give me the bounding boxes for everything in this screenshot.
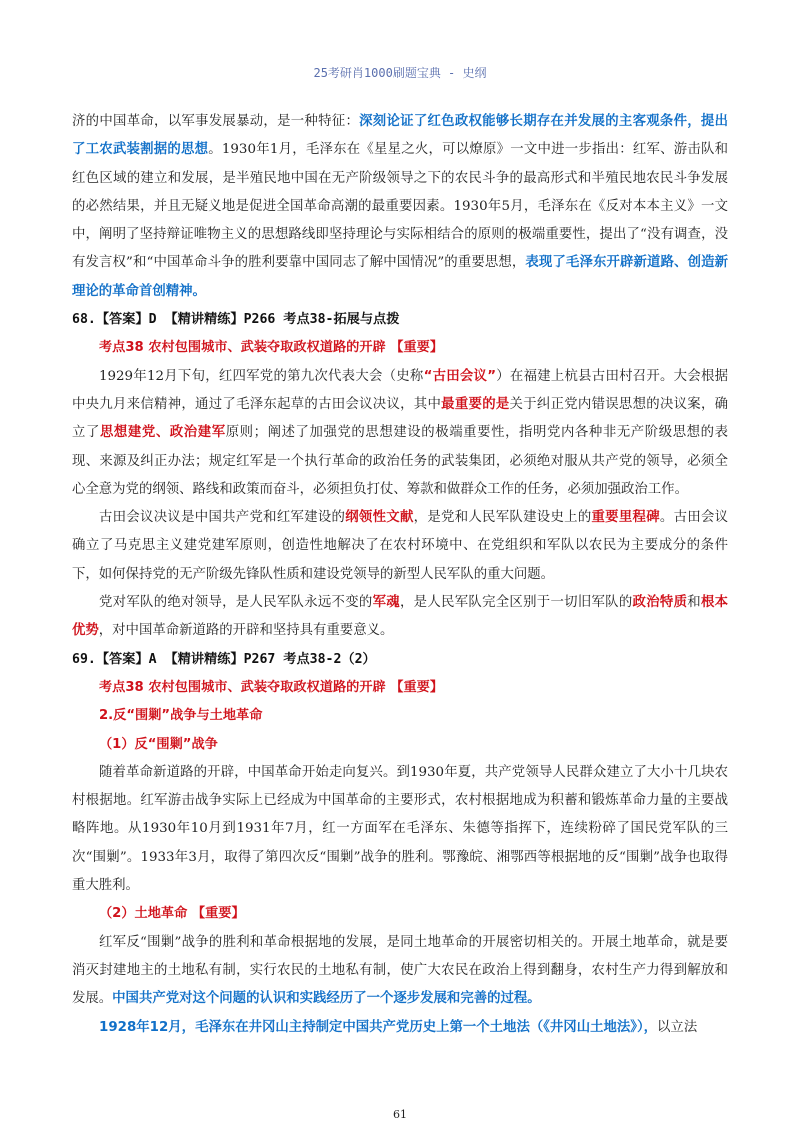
keyword-text: 军魂	[372, 595, 400, 611]
keyword-text: 政治特质	[632, 595, 688, 611]
keyword-text: 最重要的是	[441, 396, 510, 412]
paragraph-3: 古田会议决议是中国共产党和红军建设的纲领性文献，是党和人民军队建设史上的重要里程碑。古田会议确立了马克思主义建党建军原则，创造性地解决了在农村环境中、在党组织和军队以农民为主要成分的条件下，如何保持党的无产阶级先锋队性质和建设党领导的新型人民军队的重大问题。	[72, 510, 729, 582]
paragraph-1: 济的中国革命，以军事发展暴动，是一种特征：深刻论证了红色政权能够长期存在并发展的主客观条件，提出了工农武装割据的思想。1930年1月，毛泽东在《星星之火，可以燎原》一文中进一步指出：红军、游击队和红色区域的建立和发展，是半殖民地中国在无产阶级领导之下的农民斗争的最高形式和半殖民地农民斗争发展的必然结果，并且无疑义地是促进全国革命高潮的最重要因素。1930年5月，毛泽东在《反对本本主义》一文中，阐明了坚持辩证唯物主义的思想路线即坚持理论与实际相结合的原则的极端重要性，提出了“没有调查，没有发言权”和“中国革命斗争的胜利要靠中国同志了解中国情况”的重要思想，表现了毛泽东开辟新道路、创造新理论的革命首创精神。	[72, 114, 728, 299]
paragraph-6: 红军反“围剿”战争的胜利和革命根据地的发展，是同土地革命的开展密切相关的。开展土地革命，就是要消灭封建地主的土地私有制，实行农民的土地私有制，使广大农民在政治上得到翻身，农村生产力得到解放和发展。中国共产党对这个问题的认识和实践经历了一个逐步发展和完善的过程。	[72, 934, 728, 1007]
page-content	[72, 108, 728, 1042]
answer-68: 68.【答案】D 【精讲精练】P266 考点38-拓展与点拨	[72, 312, 400, 328]
section-heading: 2.反“围剿”战争与土地革命	[99, 708, 263, 724]
paragraph-4: 党对军队的绝对领导，是人民军队永远不变的军魂，是人民军队完全区别于一切旧军队的政治特质和根本优势，对中国革命新道路的开辟和坚持具有重要意义。	[72, 595, 729, 639]
keyword-text: “古田会议”	[423, 368, 497, 384]
highlight-text: 深刻论证了红色政权能够长期存在并发展的主客观条件，提出了工农武装割据的思想	[72, 114, 728, 158]
highlight-text: 1928年12月，毛泽东在井冈山主持制定中国共产党历史上第一个土地法（《井冈山土地法》），	[99, 1019, 658, 1035]
subsection-heading-2: （2）土地革命 【重要】	[99, 906, 245, 922]
highlight-text: 表现了毛泽东开辟新道路、创造新理论的革命首创精神。	[72, 255, 728, 299]
keyword-text: 思想建党、政治建军	[99, 425, 226, 441]
answer-69: 69.【答案】A 【精讲精练】P267 考点38-2（2）	[72, 651, 376, 667]
page-header: 25考研肖1000刷题宝典 - 史纲	[313, 66, 487, 80]
highlight-text: 中国共产党对这个问题的认识和实践经历了一个逐步发展和完善的过程。	[112, 991, 541, 1007]
paragraph-2: 1929年12月下旬，红四军党的第九次代表大会（史称“古田会议”）在福建上杭县古田村召开。大会根据中央九月来信精神，通过了毛泽东起草的古田会议决议，其中最重要的是关于纠正党内错误思想的决议案，确立了思想建党、政治建军原则；阐述了加强党的思想建设的极端重要性，指明党内各种非无产阶级思想的表现、来源及纠正办法；规定红军是一个执行革命的政治任务的武装集团，必须绝对服从共产党的领导，必须全心全意为党的纲领、路线和政策而奋斗，必须担负打仗、筹款和做群众工作的任务，必须加强政治工作。	[72, 368, 729, 497]
keyword-text: 根本优势	[72, 595, 729, 639]
subsection-heading-1: （1）反“围剿”战争	[99, 736, 218, 752]
keyword-text: 纲领性文献	[345, 510, 414, 526]
keyword-text: 重要里程碑	[591, 510, 660, 526]
paragraph-5: 随着革命新道路的开辟，中国革命开始走向复兴。到1930年夏，共产党领导人民群众建立了大小十几块农村根据地。红军游击战争实际上已经成为中国革命的主要形式，农村根据地成为积蓄和锻炼革命力量的主要战略阵地。从1930年10月到1931年7月，红一方面军在毛泽东、朱德等指挥下，连续粉碎了国民党军队的三次“围剿”。1933年3月，取得了第四次反“围剿”战争的胜利。鄂豫皖、湘鄂西等根据地的反“围剿”战争也取得重大胜利。	[72, 764, 728, 894]
page-number: 61	[393, 1108, 407, 1121]
kaodian-heading-68: 考点38 农村包围城市、武装夺取政权道路的开辟 【重要】	[99, 340, 444, 356]
kaodian-heading-69: 考点38 农村包围城市、武装夺取政权道路的开辟 【重要】	[99, 679, 444, 695]
paragraph-7: 1928年12月，毛泽东在井冈山主持制定中国共产党历史上第一个土地法（《井冈山土地法》），以立法	[99, 1019, 698, 1035]
